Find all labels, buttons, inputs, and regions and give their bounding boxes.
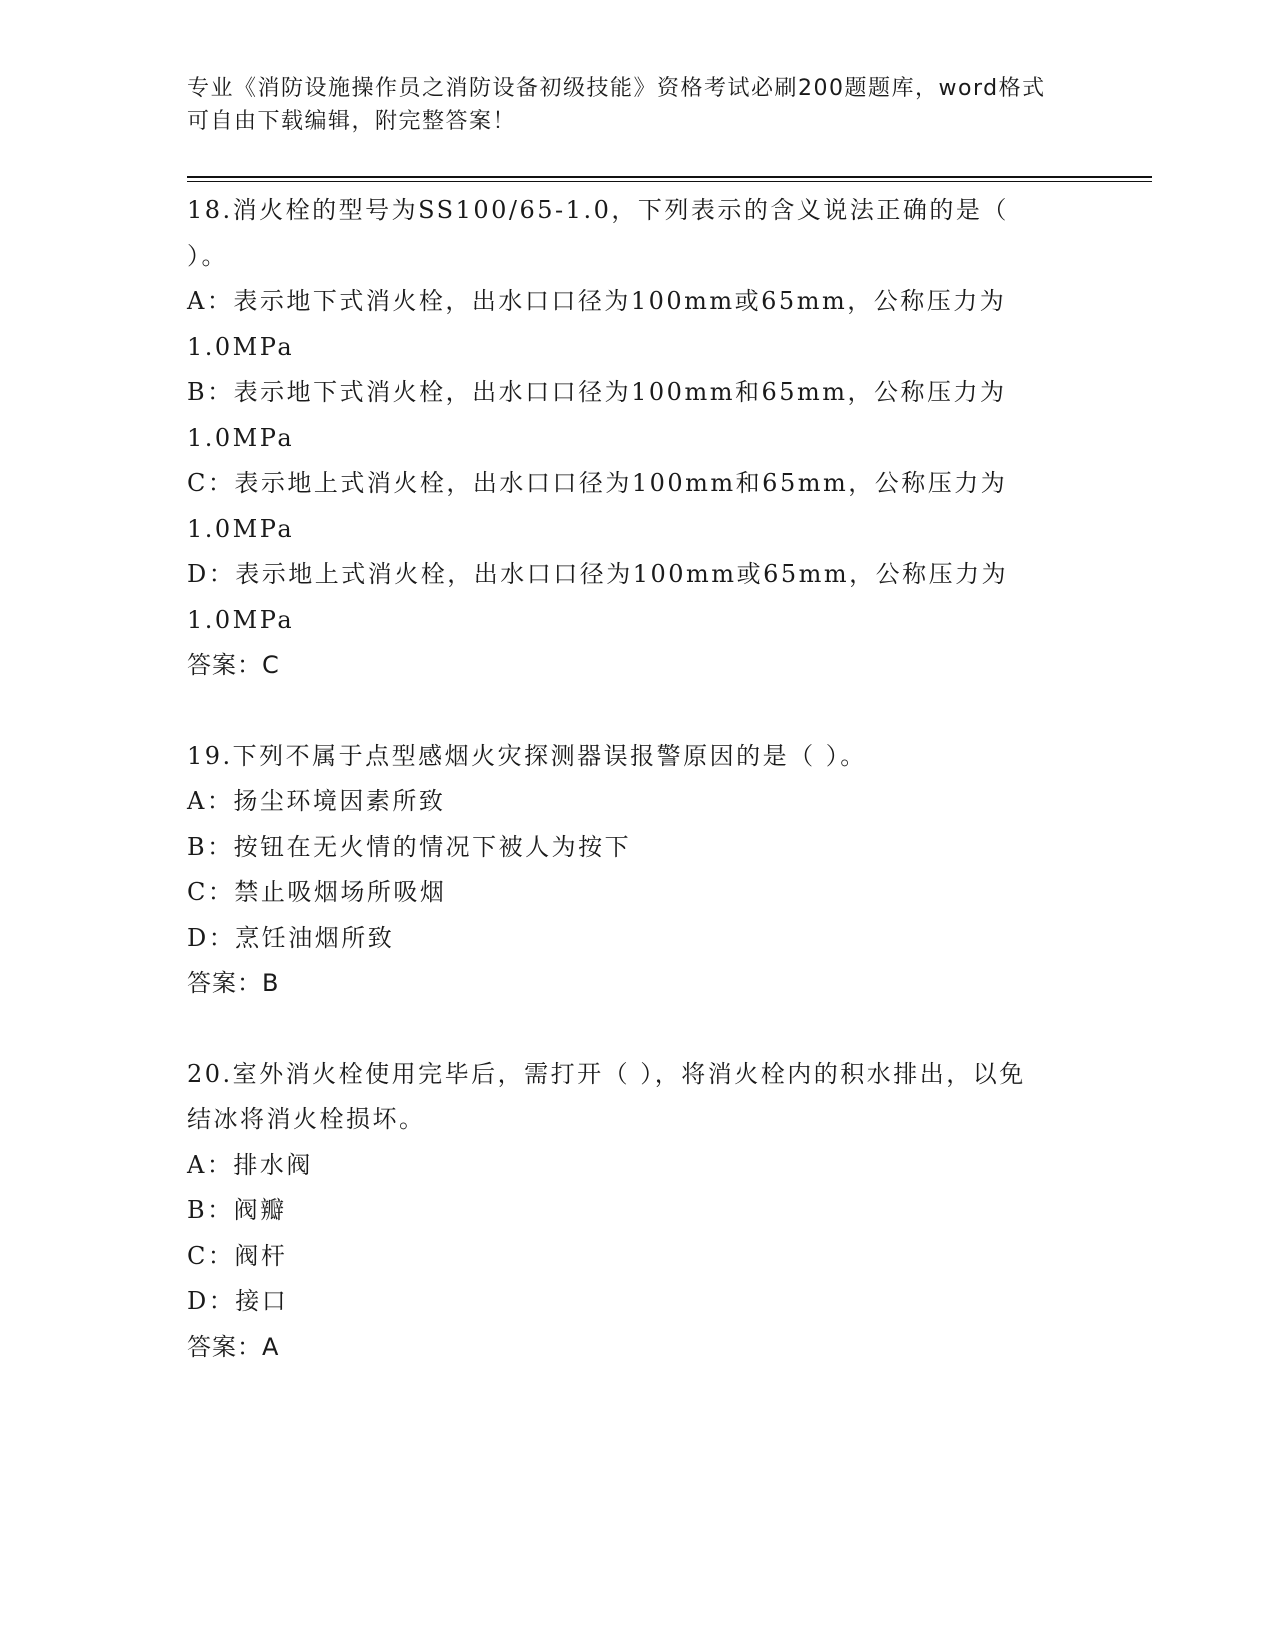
header-divider-thin (187, 181, 1152, 182)
question-stem: 18.消火栓的型号为SS100/65-1.0，下列表示的含义说法正确的是（ ）。 (187, 196, 1009, 270)
option-a: A：扬尘环境因素所致 (187, 787, 446, 815)
question-list (187, 188, 1067, 1415)
document-header: 专业《消防设施操作员之消防设备初级技能》资格考试必刷200题题库，word格式可自由下载编辑，附完整答案！ (187, 76, 1046, 134)
answer-line: 答案：B (187, 969, 280, 997)
option-b: B：表示地下式消火栓，出水口口径为100mm和65mm，公称压力为1.0MPa (187, 378, 1007, 452)
header-divider-thick (187, 176, 1152, 178)
question-18 (187, 188, 1067, 689)
option-d: D：表示地上式消火栓，出水口口径为100mm或65mm，公称压力为1.0MPa (187, 560, 1009, 634)
option-c: C：阀杆 (187, 1241, 288, 1270)
option-d: D：烹饪油烟所致 (187, 923, 395, 952)
option-a: A：表示地下式消火栓，出水口口径为100mm或65mm，公称压力为1.0MPa (187, 287, 1007, 361)
option-b: B：阀瓣 (187, 1196, 287, 1224)
option-b: B：按钮在无火情的情况下被人为按下 (187, 832, 632, 861)
option-a: A：排水阀 (187, 1150, 313, 1179)
answer-line: 答案：A (187, 1332, 280, 1361)
question-stem: 20.室外消火栓使用完毕后，需打开（ ），将消火栓内的积水排出，以免结冰将消火栓损坏。 (187, 1059, 1026, 1133)
question-stem: 19.下列不属于点型感烟火灾探测器误报警原因的是（ ）。 (187, 741, 867, 770)
answer-line: 答案：C (187, 651, 280, 679)
option-c: C：禁止吸烟场所吸烟 (187, 878, 447, 906)
option-c: C：表示地上式消火栓，出水口口径为100mm和65mm，公称压力为1.0MPa (187, 469, 1008, 543)
option-d: D：接口 (187, 1287, 289, 1315)
question-19 (187, 734, 1067, 1007)
question-20 (187, 1052, 1067, 1371)
